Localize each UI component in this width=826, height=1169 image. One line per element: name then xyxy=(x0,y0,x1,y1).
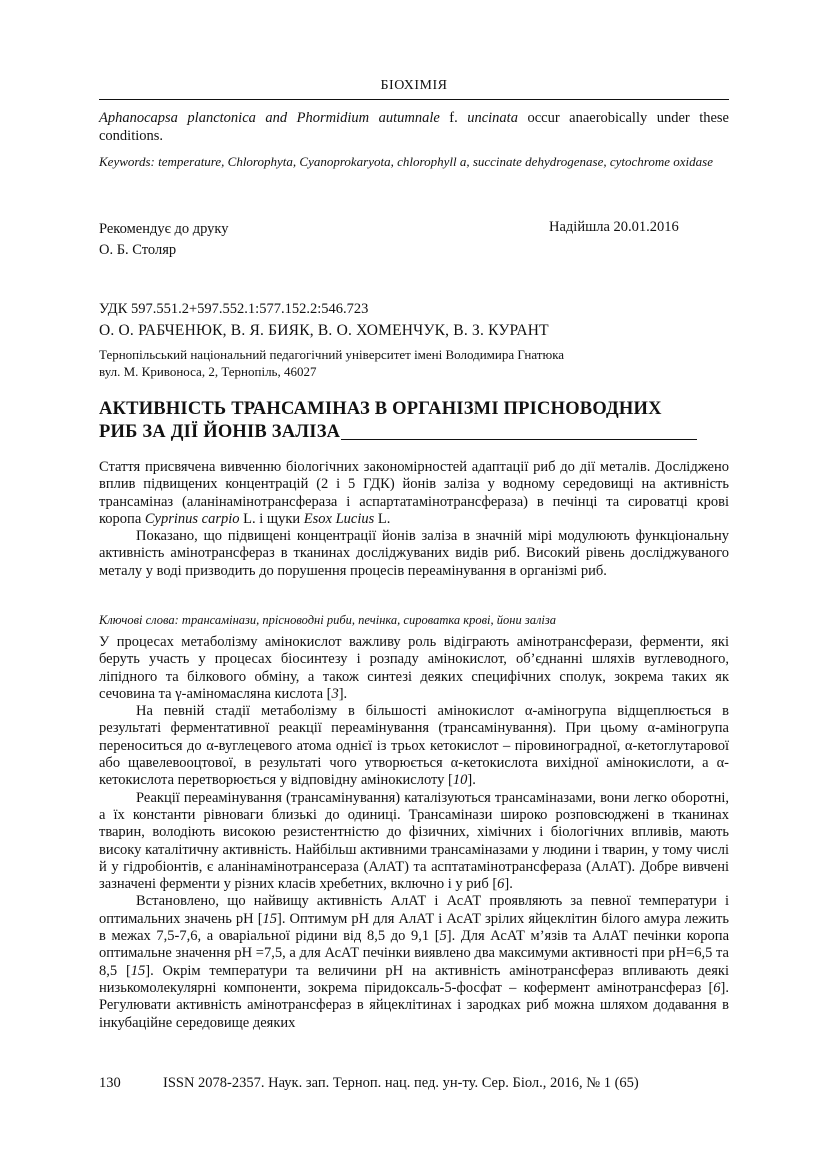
body-paragraph: На певній стадії метаболізму в більшості амінокислот α-аміногрупа відщеплюється в результаті ферментативної реакції переамінування (трансамінування). При цьому α-аміногрупа переноситься до α-вуглецевого атома однієї із трьох кетокислот – піровиноградної, α-кетоглутарової або щавелевооцтової, в результаті чого утворюється α-кетокислота вихідної амінокислоти, а α-кетокислота перетворюється у відповідну амінокислоту [10]. xyxy=(99,703,729,789)
title-line-1: АКТИВНІСТЬ ТРАНСАМІНАЗ В ОРГАНІЗМІ ПРІСНОВОДНИХ xyxy=(99,399,662,419)
forma-name: uncinata xyxy=(467,110,518,126)
body-paragraph: Реакції переамінування (трансамінування) каталізуються трансаміназами, вони легко оборотні, а їх константи рівноваги близькі до одиниці. Трансамінази широко розповсюджені в тканинах тварин, володіють високою резистентністю до фізичних, хімічних і біологічних впливів, мають високу каталітичну активність. Найбільш активними трансаміназами у людини і тварин, у тому числі й у гідробіонтів, є аланінамінотрансераза (АлАТ) та асптатамінотрансфераза (АлАТ). Добре вивчені зазначені ферменти у різних класів хребетних, включно і у риб [6]. xyxy=(99,789,729,893)
summary-paragraph-2: Показано, що підвищені концентрації йонів заліза в значній мірі модулюють функціональну активність амінотрансфераз в тканинах досліджуваних видів риб. Високий рівень досліджуваного металу у воді призводить до порушення процесів переамінування в організмі риб. xyxy=(99,528,729,579)
page-number: 130 xyxy=(99,1075,121,1091)
citation-ref: 5 xyxy=(439,928,447,945)
citation-ref: 6 xyxy=(497,876,505,893)
received-date: Надійшла 20.01.2016 xyxy=(549,219,679,235)
affiliation xyxy=(99,346,729,380)
affiliation-address: вул. М. Кривоноса, 2, Тернопіль, 46027 xyxy=(99,364,317,379)
authors: О. О. РАБЧЕНЮК, В. Я. БИЯК, В. О. ХОМЕНЧУК, В. З. КУРАНТ xyxy=(99,322,549,339)
species-names: Aphanocapsa planctonica and Phormidium autumnale xyxy=(99,110,440,126)
article-title xyxy=(99,398,729,444)
article-body xyxy=(99,634,729,1032)
running-header: БІОХІМІЯ xyxy=(380,78,448,93)
citation-ref: 10 xyxy=(452,772,468,789)
body-paragraph: Встановлено, що найвищу активність АлАТ і АсАТ проявляють за певної температури і оптимальних значень рН [15]. Оптимум рН для АлАТ і АсАТ зрілих яйцеклітин білого амура лежить в межах 7,5-7,6, а оваріальної рідини від 8,5 до 9,1 [5]. Для АсАТ м’язів та АлАТ печінки коропа оптимальне значення рН =7,5, а для АсАТ печінки виявлено два максимуми активності при рН=6,5 та 8,5 [15]. Окрім температури та величини рН на активність амінотрансфераз впливають деякі низькомолекулярні компоненти, зокрема піридоксаль-5-фосфат – кофермент амінотрансфераз [6]. Регулювати активність амінотрансфераз в яйцеклітинах і зародках риб можна шляхом додавання в інкубаційне середовище деяких xyxy=(99,893,730,1031)
forma-label: f. xyxy=(439,110,468,126)
species-name: Cyprinus carpio xyxy=(144,510,240,527)
citation-ref: 6 xyxy=(713,979,721,996)
summary-paragraph-1: Стаття присвячена вивченню біологічних закономірностей адаптації риб до дії металів. Досліджено вплив підвищених концентрацій (2 і 5 ГДК) йонів заліза у водному середовищі на активність трансаміназ (аланінамінотрансфераза і аспартатамінотрансфераза) в печінці та сироватці крові коропа Cyprinus carpio L. і щуки Esox Lucius L. xyxy=(99,459,729,527)
recommended-label: Рекомендує до друку xyxy=(99,221,229,237)
previous-abstract-tail xyxy=(99,109,729,145)
udc-code: УДК 597.551.2+597.552.1:577.152.2:546.723 xyxy=(99,301,369,317)
recommended-by: О. Б. Столяр xyxy=(99,242,177,258)
citation-ref: 15 xyxy=(262,910,278,927)
abstract-tail-text: occur anaerobically under these conditions. xyxy=(99,110,729,144)
title-line-2: РИБ ЗА ДІЇ ЙОНІВ ЗАЛІЗА xyxy=(99,422,341,442)
journal-citation: ISSN 2078-2357. Наук. зап. Терноп. нац. пед. ун-ту. Сер. Біол., 2016, № 1 (65) xyxy=(163,1075,639,1091)
citation-ref: 3 xyxy=(331,685,339,702)
article-summary xyxy=(99,459,729,580)
body-paragraph: У процесах метаболізму амінокислот важливу роль відіграють амінотрансферази, ферменти, які беруть участь у процесах біосинтезу і розпаду амінокислот, об’єднанні шляхів вуглеводного, ліпідного та білкового обміну, а також синтезі деяких специфічних сполук, зокрема таких як сечовина та γ-аміномасляна кислота [3]. xyxy=(99,634,729,702)
header-rule xyxy=(99,99,729,100)
citation-ref: 15 xyxy=(130,962,146,979)
previous-keywords: Keywords: temperature, Chlorophyta, Cyanoprokaryota, chlorophyll a, succinate dehydrogenase, cytochrome oxidase xyxy=(99,154,714,169)
keywords-ua: Ключові слова: трансамінази, прісноводні риби, печінка, сироватка крові, йони заліза xyxy=(99,613,557,627)
title-underline xyxy=(341,439,697,440)
species-name: Esox Lucius xyxy=(303,510,375,527)
affiliation-institution: Тернопільський національний педагогічний університет імені Володимира Гнатюка xyxy=(99,347,565,362)
